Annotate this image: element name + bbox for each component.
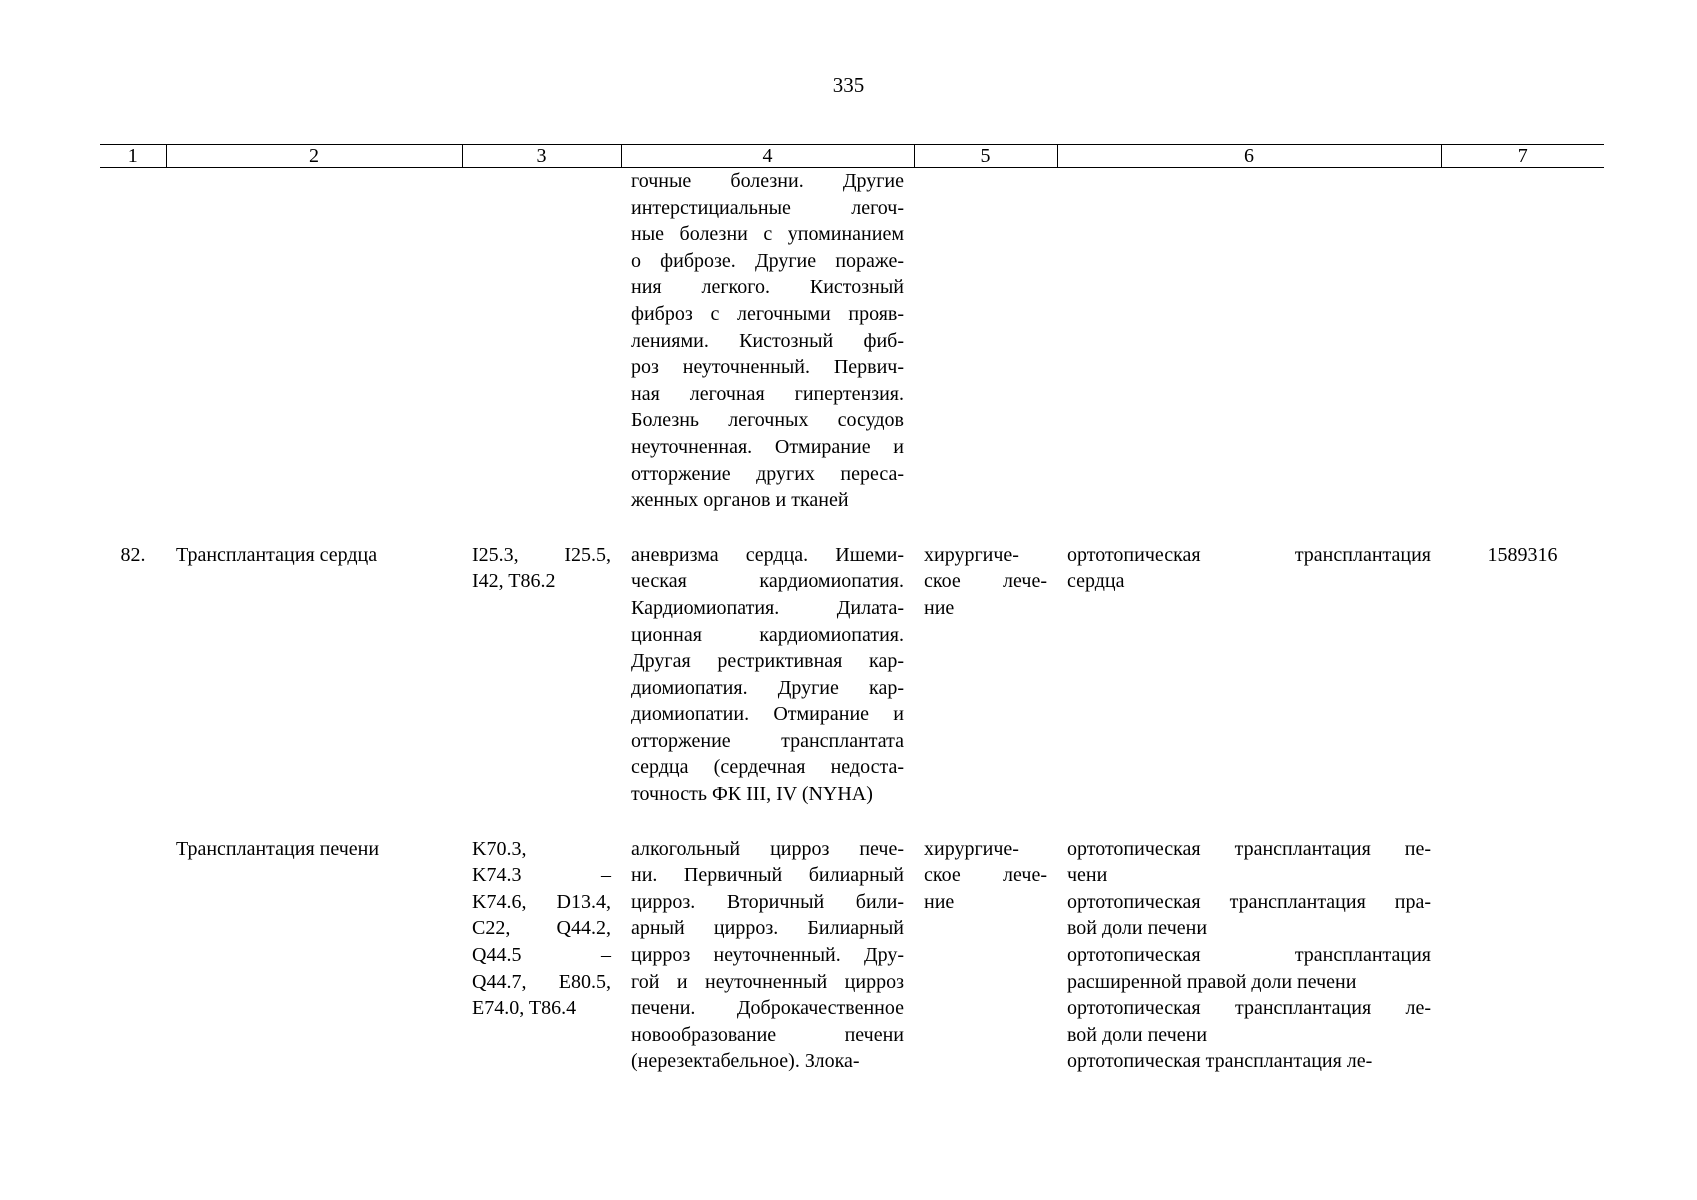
text-line: ортотопическая трансплантация [1067, 543, 1431, 566]
text-line: сердца (сердечная недоста- [631, 756, 904, 779]
text-line: K74.6, D13.4, [472, 890, 611, 913]
diagnosis-cell [621, 542, 914, 808]
icd-codes-cell [462, 542, 621, 808]
treatment-type-cell [914, 542, 1057, 808]
text-line: ния легкого. Кистозный [631, 276, 904, 299]
text-line: цирроз неуточненный. Дру- [631, 944, 904, 967]
column-header: 6 [1057, 145, 1441, 168]
text-line: точность ФК III, IV (NYHA) [631, 783, 873, 806]
text-line: ортотопическая трансплантация [1067, 944, 1431, 967]
diagnosis-cell [621, 168, 914, 514]
text-line: ское лече- [924, 864, 1047, 887]
procedure-name: Трансплантация сердца [176, 543, 378, 566]
text-line: E74.0, T86.4 [472, 997, 577, 1020]
text-line: интерстициальные легоч- [631, 196, 904, 219]
treatment-method-cell [1057, 542, 1441, 808]
text-line: лениями. Кистозный фиб- [631, 329, 904, 352]
text-line: диомиопатии. Отмирание и [631, 703, 904, 726]
text-line: ционная кардиомиопатия. [631, 623, 904, 646]
row-number [100, 836, 166, 1075]
text-line: Кардиомиопатия. Дилата- [631, 596, 904, 619]
text-line: ние [924, 890, 955, 913]
text-line: ортотопическая трансплантация ле- [1067, 1050, 1373, 1073]
text-line: гой и неуточненный цирроз [631, 970, 904, 993]
text-line: отторжение трансплантата [631, 729, 904, 752]
text-line: ортотопическая трансплантация пра- [1067, 890, 1431, 913]
text-line: ная легочная гипертензия. [631, 382, 904, 405]
text-line: K70.3, [472, 837, 527, 860]
text-line: о фиброзе. Другие пораже- [631, 249, 904, 272]
text-line: Q44.7, E80.5, [472, 970, 611, 993]
text-line: ортотопическая трансплантация ле- [1067, 997, 1431, 1020]
treatment-type-cell [914, 836, 1057, 1075]
column-header: 7 [1441, 145, 1604, 168]
text-line: хирургиче- [924, 837, 1019, 860]
text-line: C22, Q44.2, [472, 917, 611, 940]
table-row [100, 542, 1604, 808]
text-line: отторжение других переса- [631, 462, 904, 485]
text-line: ческая кардиомиопатия. [631, 570, 904, 593]
column-number-row [100, 145, 1604, 168]
text-line: алкогольный цирроз пече- [631, 837, 904, 860]
text-line: гочные болезни. Другие [631, 170, 904, 192]
text-line: неуточненная. Отмирание и [631, 435, 904, 458]
column-header: 1 [100, 145, 166, 168]
text-line: цирроз. Вторичный били- [631, 890, 904, 913]
text-line: аневризма сердца. Ишеми- [631, 543, 904, 566]
text-line: Q44.5 – [472, 944, 611, 967]
text-line: K74.3 – [472, 864, 611, 887]
column-header: 5 [914, 145, 1057, 168]
text-line: фиброз с легочными прояв- [631, 302, 904, 325]
column-header: 2 [166, 145, 462, 168]
text-line: I25.3, I25.5, [472, 543, 611, 566]
text-line: I42, T86.2 [472, 570, 556, 593]
text-line: диомиопатия. Другие кар- [631, 676, 904, 699]
table-row [100, 836, 1604, 1075]
text-line: печени. Доброкачественное [631, 997, 904, 1020]
continuation-row [100, 168, 1604, 514]
text-line: Болезнь легочных сосудов [631, 409, 904, 432]
row-number: 82. [120, 543, 146, 566]
column-header: 4 [621, 145, 914, 168]
text-line: ское лече- [924, 570, 1047, 593]
text-line: роз неуточненный. Первич- [631, 356, 904, 379]
text-line: ни. Первичный билиарный [631, 864, 904, 887]
text-line: ортотопическая трансплантация пе- [1067, 837, 1431, 860]
text-line: вой доли печени [1067, 917, 1208, 940]
text-line: вой доли печени [1067, 1023, 1208, 1046]
text-line: хирургиче- [924, 543, 1019, 566]
column-header: 3 [462, 145, 621, 168]
text-line: ные болезни с упоминанием [631, 223, 904, 246]
diagnosis-cell [621, 836, 914, 1075]
text-line: сердца [1067, 570, 1125, 593]
treatment-method-cell [1057, 836, 1441, 1075]
text-line: (нерезектабельное). Злока- [631, 1050, 860, 1073]
cost-cell [1441, 836, 1604, 1075]
treatment-table [100, 144, 1604, 1075]
icd-codes-cell [462, 836, 621, 1075]
text-line: женных органов и тканей [631, 489, 849, 512]
cost-cell: 1589316 [1487, 543, 1558, 566]
procedure-name: Трансплантация печени [176, 837, 380, 860]
text-line: арный цирроз. Билиарный [631, 917, 904, 940]
text-line: расширенной правой доли печени [1067, 970, 1357, 993]
text-line: новообразование печени [631, 1023, 904, 1046]
text-line: ние [924, 596, 955, 619]
page-number: 335 [832, 73, 865, 97]
text-line: Другая рестриктивная кар- [631, 650, 904, 673]
text-line: чени [1067, 864, 1108, 887]
